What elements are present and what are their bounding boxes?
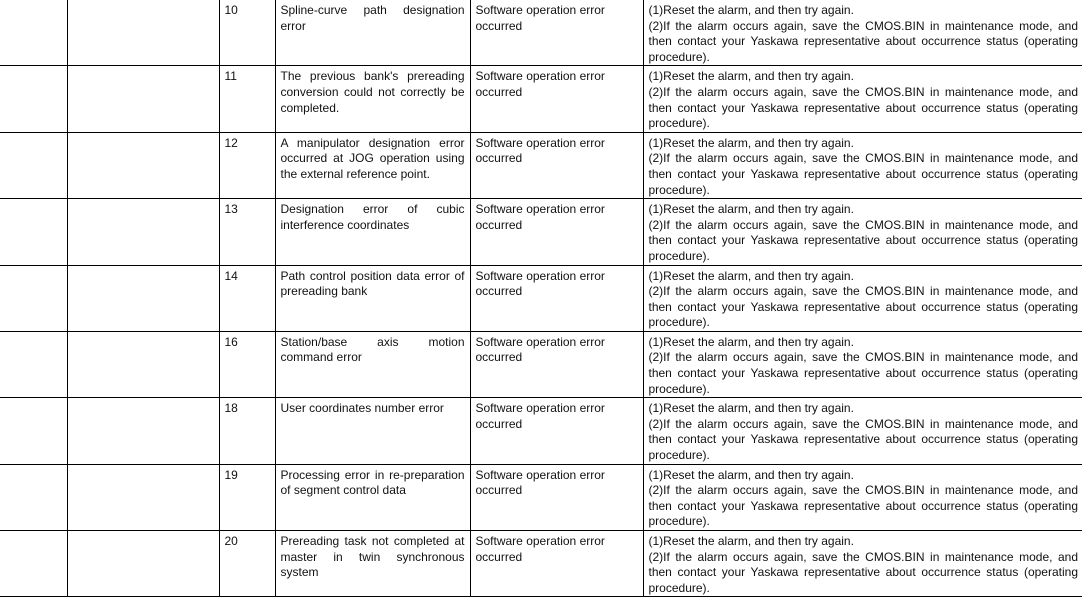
- table-row: [0, 66, 1082, 132]
- remedy-cell: [643, 199, 1082, 265]
- remedy-step: (1)Reset the alarm, and then try again.: [648, 534, 854, 548]
- blank-cell-left: [0, 199, 67, 265]
- meaning-cell: Station/base axis motion command error: [275, 331, 470, 397]
- meaning-cell: Designation error of cubic interference coordinates: [275, 199, 470, 265]
- cause-cell: Software operation error occurred: [470, 331, 643, 397]
- blank-cell: [67, 331, 219, 397]
- remedy-cell: [643, 331, 1082, 397]
- meaning-cell: A manipulator designation error occurred at JOG operation using the external reference point.: [275, 132, 470, 198]
- blank-cell-left: [0, 132, 67, 198]
- sub-code-cell: 12: [219, 132, 275, 198]
- cause-cell: Software operation error occurred: [470, 265, 643, 331]
- remedy-cell: [643, 132, 1082, 198]
- blank-cell: [67, 66, 219, 132]
- sub-code-cell: 10: [219, 0, 275, 66]
- remedy-step: (1)Reset the alarm, and then try again.: [648, 401, 854, 416]
- blank-cell-left: [0, 331, 67, 397]
- remedy-step: (2)If the alarm occurs again, save the CMOS.BIN in maintenance mode, and then contact your Yaskawa representative about occurrence status (operating procedure).: [648, 217, 1078, 263]
- blank-cell-left: [0, 531, 67, 597]
- blank-cell: [67, 0, 219, 66]
- sub-code-cell: 11: [219, 66, 275, 132]
- table-row: [0, 531, 1082, 597]
- remedy-step: (1)Reset the alarm, and then try again.: [648, 69, 854, 84]
- blank-cell: [67, 464, 219, 530]
- remedy-cell: [643, 531, 1082, 597]
- remedy-step: (1)Reset the alarm, and then try again.: [648, 467, 854, 482]
- blank-cell-left: [0, 464, 67, 530]
- blank-cell: [67, 132, 219, 198]
- remedy-step: (2)If the alarm occurs again, save the CMOS.BIN in maintenance mode, and then contact your Yaskawa representative about occurrence status (operating procedure).: [648, 350, 1078, 396]
- remedy-step: (2)If the alarm occurs again, save the CMOS.BIN in maintenance mode, and then contact your Yaskawa representative about occurrence status (operating procedure).: [648, 483, 1078, 529]
- remedy-step: (2)If the alarm occurs again, save the CMOS.BIN in maintenance mode, and then contact your Yaskawa representative about occurrence status (operating procedure).: [648, 84, 1078, 131]
- table-row: [0, 199, 1082, 265]
- sub-code-cell: 19: [219, 464, 275, 530]
- table-row: [0, 398, 1082, 464]
- blank-cell: [67, 398, 219, 464]
- blank-cell-left: [0, 398, 67, 464]
- meaning-cell: Prereading task not completed at master in twin synchronous system: [275, 531, 470, 597]
- remedy-step: (2)If the alarm occurs again, save the CMOS.BIN in maintenance mode, and then contact your Yaskawa representative about occurrence status (operating procedure).: [648, 416, 1078, 463]
- remedy-step: (2)If the alarm occurs again, save the CMOS.BIN in maintenance mode, and then contact your Yaskawa representative about occurrence status (operating procedure).: [648, 284, 1078, 330]
- remedy-step: (1)Reset the alarm, and then try again.: [648, 3, 854, 17]
- sub-code-cell: 16: [219, 331, 275, 397]
- remedy-step: (1)Reset the alarm, and then try again.: [648, 135, 854, 150]
- meaning-cell: The previous bank's prereading conversion could not correctly be completed.: [275, 66, 470, 132]
- cause-cell: Software operation error occurred: [470, 464, 643, 530]
- remedy-step: (2)If the alarm occurs again, save the CMOS.BIN in maintenance mode, and then contact your Yaskawa representative about occurrence status (operating procedure).: [648, 549, 1078, 595]
- table-row: [0, 265, 1082, 331]
- cause-cell: Software operation error occurred: [470, 199, 643, 265]
- remedy-step: (1)Reset the alarm, and then try again.: [648, 202, 854, 217]
- cause-cell: Software operation error occurred: [470, 132, 643, 198]
- blank-cell: [67, 199, 219, 265]
- blank-cell: [67, 265, 219, 331]
- sub-code-cell: 13: [219, 199, 275, 265]
- meaning-cell: Path control position data error of prereading bank: [275, 265, 470, 331]
- cause-cell: Software operation error occurred: [470, 398, 643, 464]
- blank-cell-left: [0, 66, 67, 132]
- table-row: [0, 331, 1082, 397]
- remedy-cell: [643, 66, 1082, 132]
- sub-code-cell: 14: [219, 265, 275, 331]
- cause-cell: Software operation error occurred: [470, 0, 643, 66]
- remedy-cell: [643, 0, 1082, 66]
- remedy-step: (1)Reset the alarm, and then try again.: [648, 268, 854, 283]
- remedy-cell: [643, 464, 1082, 530]
- blank-cell: [67, 531, 219, 597]
- table-row: [0, 132, 1082, 198]
- remedy-step: (1)Reset the alarm, and then try again.: [648, 334, 854, 349]
- table-row: [0, 0, 1082, 66]
- meaning-cell: Spline-curve path designation error: [275, 0, 470, 66]
- table-row: [0, 464, 1082, 530]
- remedy-step: (2)If the alarm occurs again, save the CMOS.BIN in maintenance mode, and then contact your Yaskawa representative about occurrence status (operating procedure).: [648, 151, 1078, 197]
- cause-cell: Software operation error occurred: [470, 531, 643, 597]
- sub-code-cell: 18: [219, 398, 275, 464]
- meaning-cell: Processing error in re-preparation of segment control data: [275, 464, 470, 530]
- blank-cell-left: [0, 265, 67, 331]
- blank-cell-left: [0, 0, 67, 66]
- cause-cell: Software operation error occurred: [470, 66, 643, 132]
- meaning-cell: User coordinates number error: [275, 398, 470, 464]
- remedy-step: (2)If the alarm occurs again, save the CMOS.BIN in maintenance mode, and then contact your Yaskawa representative about occurrence status (operating procedure).: [648, 18, 1078, 64]
- remedy-cell: [643, 398, 1082, 464]
- sub-code-cell: 20: [219, 531, 275, 597]
- remedy-cell: [643, 265, 1082, 331]
